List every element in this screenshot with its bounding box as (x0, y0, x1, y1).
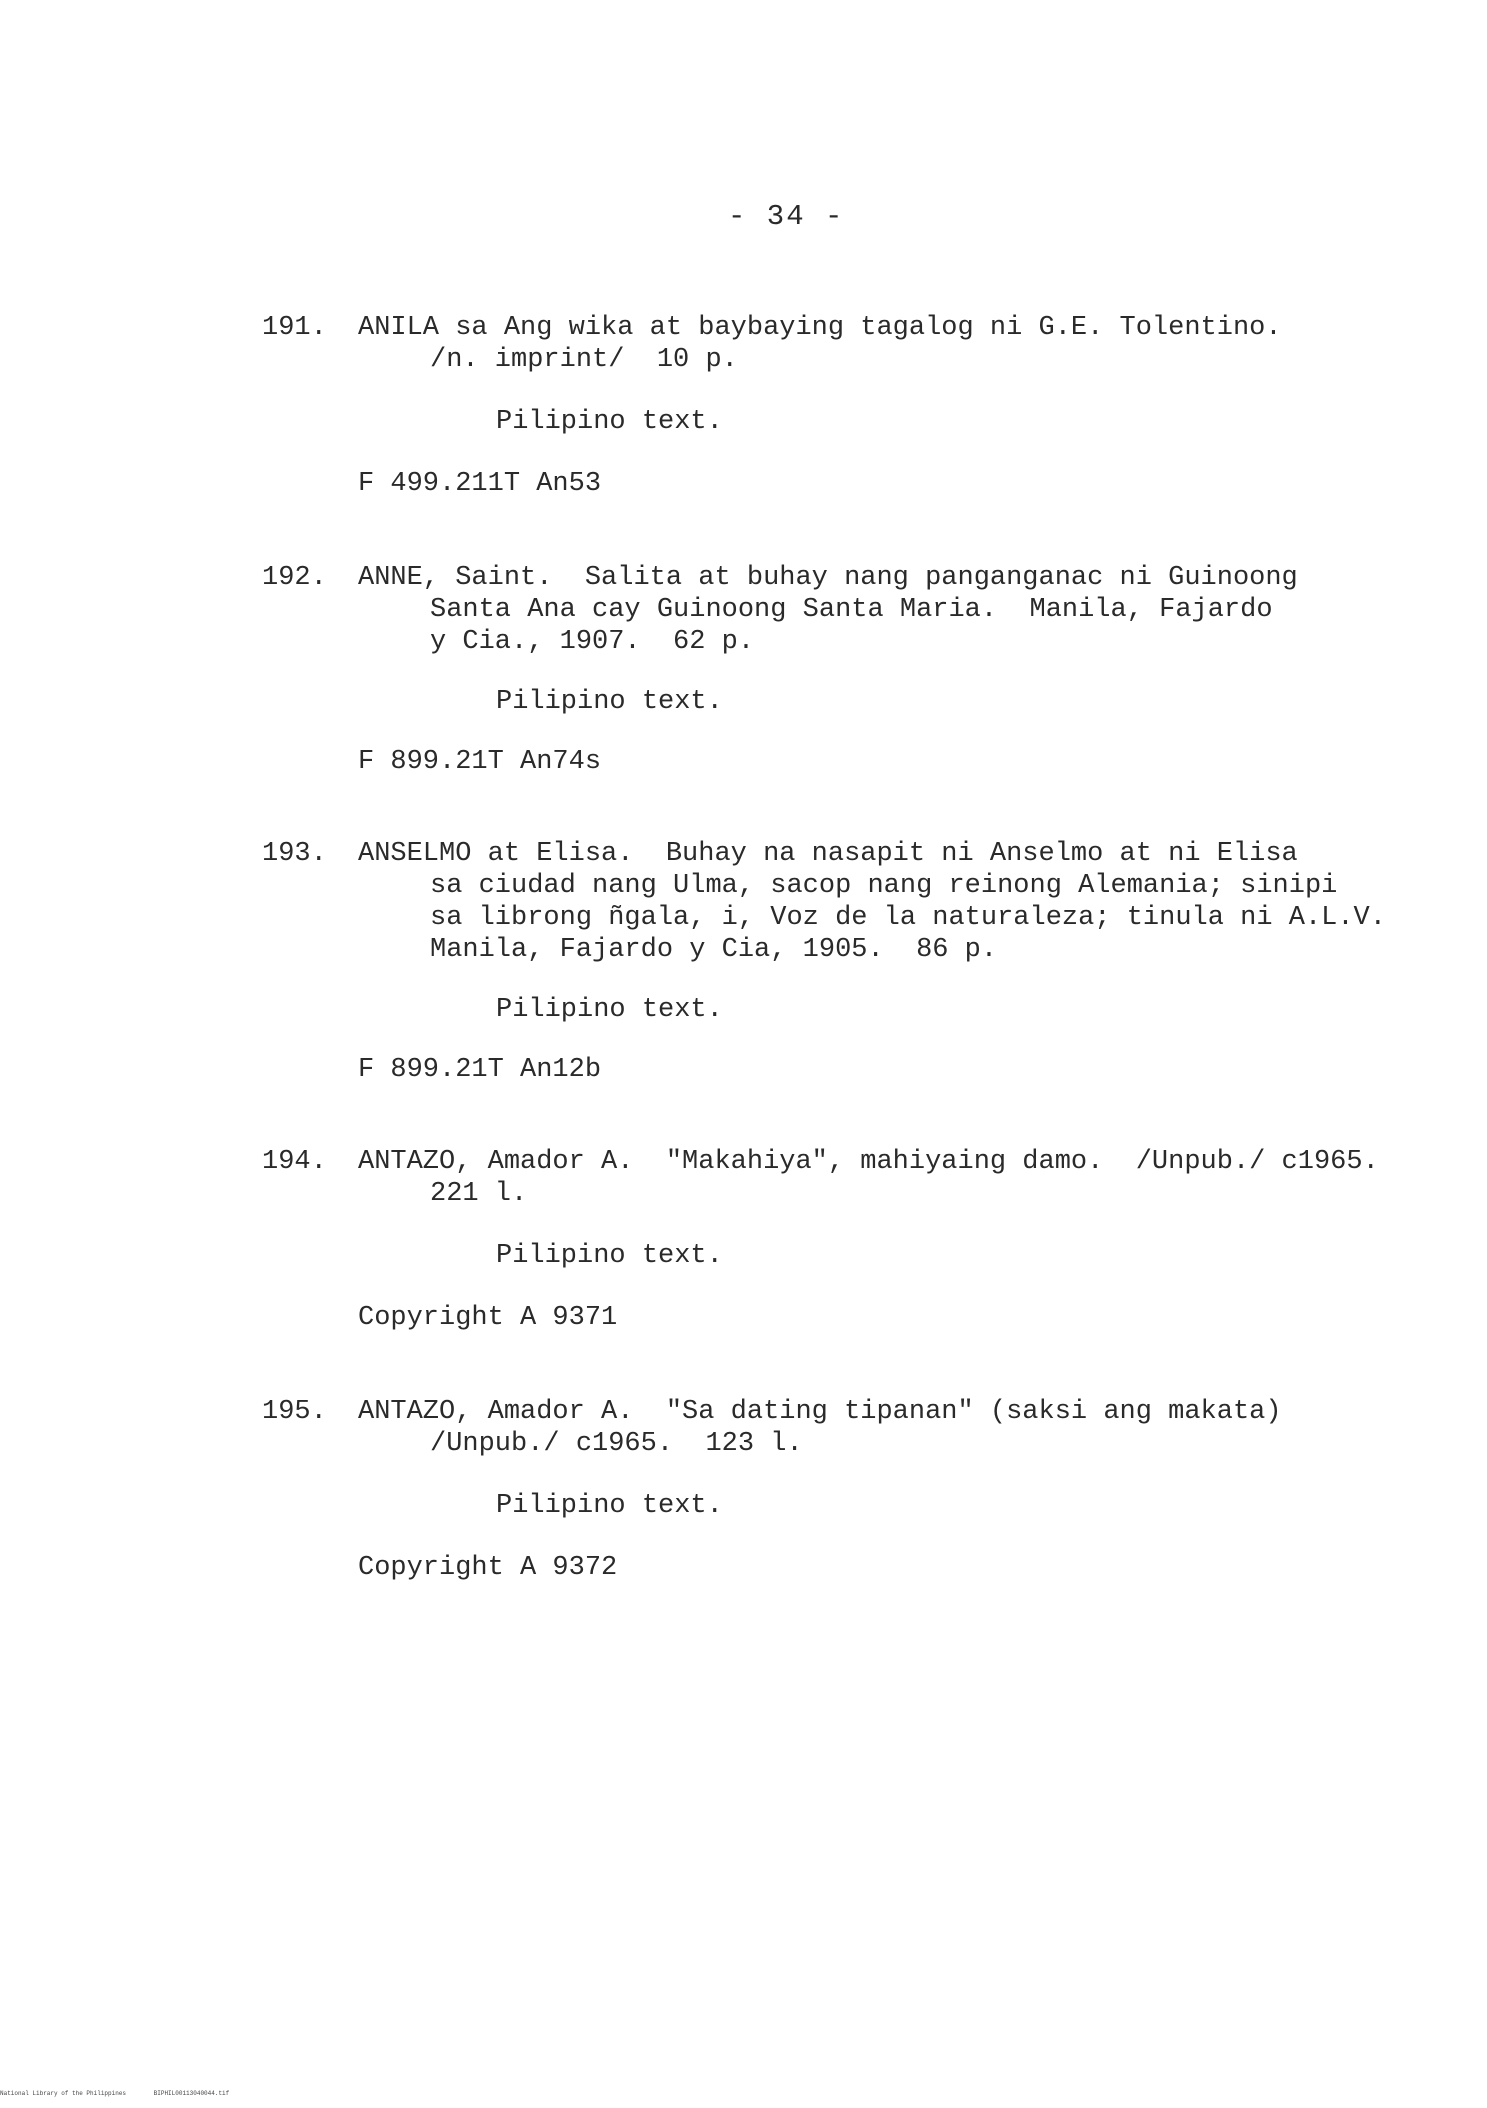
footer-filename: BIPHIL00113040044.tif (153, 2090, 230, 2097)
citation-line: ANNE, Saint. Salita at buhay nang panganganac ni Guinoong (358, 563, 1298, 593)
citation-line: /n. imprint/ 10 p. (430, 345, 738, 375)
bibliography-entry-194 (262, 1146, 1382, 1336)
page-number: - 34 - (728, 200, 845, 233)
citation-line: sa librong ñgala, i, Voz de la naturaleza; tinula ni A.L.V. (430, 903, 1386, 933)
entry-number: 193. (262, 839, 327, 869)
citation-line: y Cia., 1907. 62 p. (430, 627, 755, 657)
citation-line: Manila, Fajardo y Cia, 1905. 86 p. (430, 935, 998, 965)
entry-note: Pilipino text. (496, 407, 723, 437)
entry-note: Pilipino text. (496, 1491, 723, 1521)
entry-call-number: Copyright A 9371 (358, 1303, 618, 1333)
citation-line: /Unpub./ c1965. 123 l. (430, 1429, 803, 1459)
entry-citation (358, 562, 1378, 658)
citation-line: 221 l. (430, 1179, 528, 1209)
entry-citation (358, 312, 1378, 376)
entry-citation (358, 1396, 1378, 1460)
bibliography-entry-192 (262, 562, 1382, 782)
scan-footer (0, 2090, 253, 2097)
entry-number: 194. (262, 1147, 327, 1177)
entry-note: Pilipino text. (496, 995, 723, 1025)
bibliography-entry-195 (262, 1396, 1382, 1586)
entry-call-number: Copyright A 9372 (358, 1553, 618, 1583)
bibliography-entry-191 (262, 312, 1382, 499)
entry-note: Pilipino text. (496, 1241, 723, 1271)
entry-call-number: F 899.21T An74s (358, 747, 602, 777)
entry-citation (358, 1146, 1378, 1210)
footer-source: National Library of the Philippines (0, 2090, 127, 2097)
bibliography-entry-193 (262, 838, 1386, 1088)
entry-call-number: F 899.21T An12b (358, 1055, 602, 1085)
entry-number: 191. (262, 313, 327, 343)
entry-citation (358, 838, 1386, 966)
entry-number: 192. (262, 563, 327, 593)
citation-line: ANSELMO at Elisa. Buhay na nasapit ni Anselmo at ni Elisa (358, 839, 1298, 869)
citation-line: Santa Ana cay Guinoong Santa Maria. Manila, Fajardo (430, 595, 1273, 625)
citation-line: ANILA sa Ang wika at baybaying tagalog ni G.E. Tolentino. (358, 313, 1282, 343)
entry-note: Pilipino text. (496, 687, 723, 717)
citation-line: sa ciudad nang Ulma, sacop nang reinong Alemania; sinipi (430, 871, 1338, 901)
entry-call-number: F 499.211T An53 (358, 469, 602, 499)
citation-line: ANTAZO, Amador A. "Sa dating tipanan" (saksi ang makata) (358, 1397, 1282, 1427)
entry-number: 195. (262, 1397, 327, 1427)
citation-line: ANTAZO, Amador A. "Makahiya", mahiyaing damo. /Unpub./ c1965. (358, 1147, 1379, 1177)
